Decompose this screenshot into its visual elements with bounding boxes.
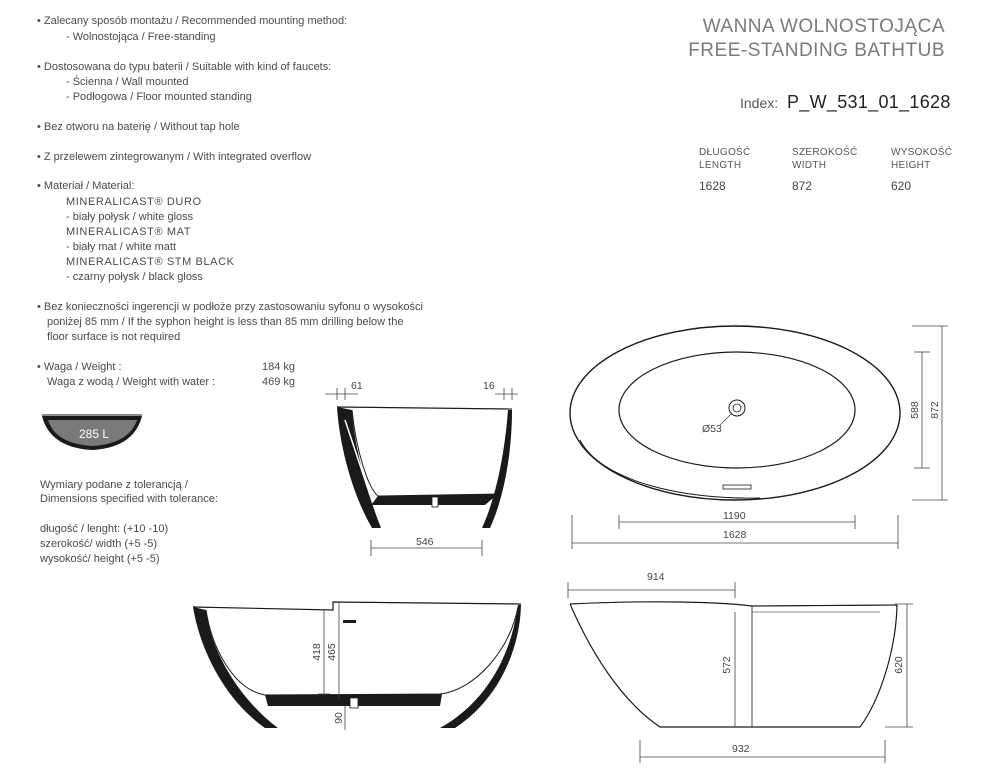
note-material-2: MINERALICAST® MAT [66, 226, 192, 238]
dim-width-value: 872 [792, 179, 813, 193]
note-material-2-desc: - biały mat / white matt [66, 241, 177, 253]
dim-620: 620 [893, 656, 905, 674]
front-section-drawing [193, 602, 521, 730]
dim-53: Ø53 [702, 423, 722, 435]
dim-length-value: 1628 [699, 179, 726, 193]
note-faucet-wall: - Ścienna / Wall mounted [66, 76, 189, 88]
dim-height-en: HEIGHT [891, 160, 931, 171]
volume-label: 285 L [78, 427, 110, 441]
note-material-1: MINERALICAST® DURO [66, 196, 202, 208]
note-mount-title: • Zalecany sposób montażu / Recommended mounting method: [37, 15, 348, 27]
dim-length-pl: DŁUGOŚĆ [699, 147, 751, 158]
dim-1628: 1628 [723, 529, 747, 541]
dim-465: 465 [326, 643, 338, 661]
note-material-3: MINERALICAST® STM BLACK [66, 256, 235, 268]
note-syphon-1: • Bez konieczności ingerencji w podłoże przy zastosowaniu syfonu o wysokości [37, 301, 423, 313]
weight-water-label: Waga z wodą / Weight with water : [47, 376, 216, 388]
note-overflow: • Z przelewem zintegrowanym / With integrated overflow [37, 151, 312, 163]
tolerance-length: długość / lenght: (+10 -10) [40, 523, 169, 535]
tolerance-title-2: Dimensions specified with tolerance: [40, 493, 218, 505]
dim-872: 872 [929, 401, 941, 419]
note-material-1-desc: - biały połysk / white gloss [66, 211, 194, 223]
note-tap-hole: • Bez otworu na baterię / Without tap hole [37, 121, 240, 133]
dim-height-value: 620 [891, 179, 912, 193]
note-faucet-floor: - Podłogowa / Floor mounted standing [66, 91, 252, 103]
tolerance-width: szerokość/ width (+5 -5) [40, 538, 158, 550]
weight-label: • Waga / Weight : [37, 361, 122, 373]
dim-572: 572 [721, 656, 733, 674]
note-mount-value: - Wolnostojąca / Free-standing [66, 31, 216, 43]
dim-61: 61 [351, 380, 363, 392]
title-polish: WANNA WOLNOSTOJĄCA [702, 16, 945, 37]
note-syphon-2: poniżej 85 mm / If the syphon height is less than 85 mm drilling below the [47, 316, 404, 328]
dim-418: 418 [311, 643, 323, 661]
dim-width-en: WIDTH [792, 160, 827, 171]
dim-height-pl: WYSOKOŚĆ [891, 147, 953, 158]
weight-water-value: 469 kg [262, 376, 296, 388]
top-view-drawing [570, 326, 948, 549]
title-english: FREE-STANDING BATHTUB [688, 40, 945, 61]
dim-length-en: LENGTH [699, 160, 742, 171]
front-elevation-drawing [568, 571, 913, 763]
weight-value: 184 kg [262, 361, 296, 373]
dim-16: 16 [483, 380, 495, 392]
dim-90: 90 [333, 712, 345, 724]
note-material-title: • Materiał / Material: [37, 180, 135, 192]
dim-914: 914 [647, 571, 665, 583]
dim-width-pl: SZEROKOŚĆ [792, 147, 858, 158]
note-faucet-title: • Dostosowana do typu baterii / Suitable with kind of faucets: [37, 61, 332, 73]
note-syphon-3: floor surface is not required [47, 331, 181, 343]
index-value: P_W_531_01_1628 [787, 92, 951, 112]
dim-932: 932 [732, 743, 750, 755]
note-material-3-desc: - czarny połysk / black gloss [66, 271, 203, 283]
dim-588: 588 [909, 401, 921, 419]
volume-icon [42, 415, 142, 450]
tolerance-height: wysokość/ height (+5 -5) [40, 553, 160, 565]
dim-1190: 1190 [723, 510, 746, 522]
tolerance-title-1: Wymiary podane z tolerancją / [40, 479, 188, 491]
index-label: Index: [740, 95, 779, 111]
dim-546: 546 [416, 536, 434, 548]
side-section-drawing [325, 380, 518, 556]
